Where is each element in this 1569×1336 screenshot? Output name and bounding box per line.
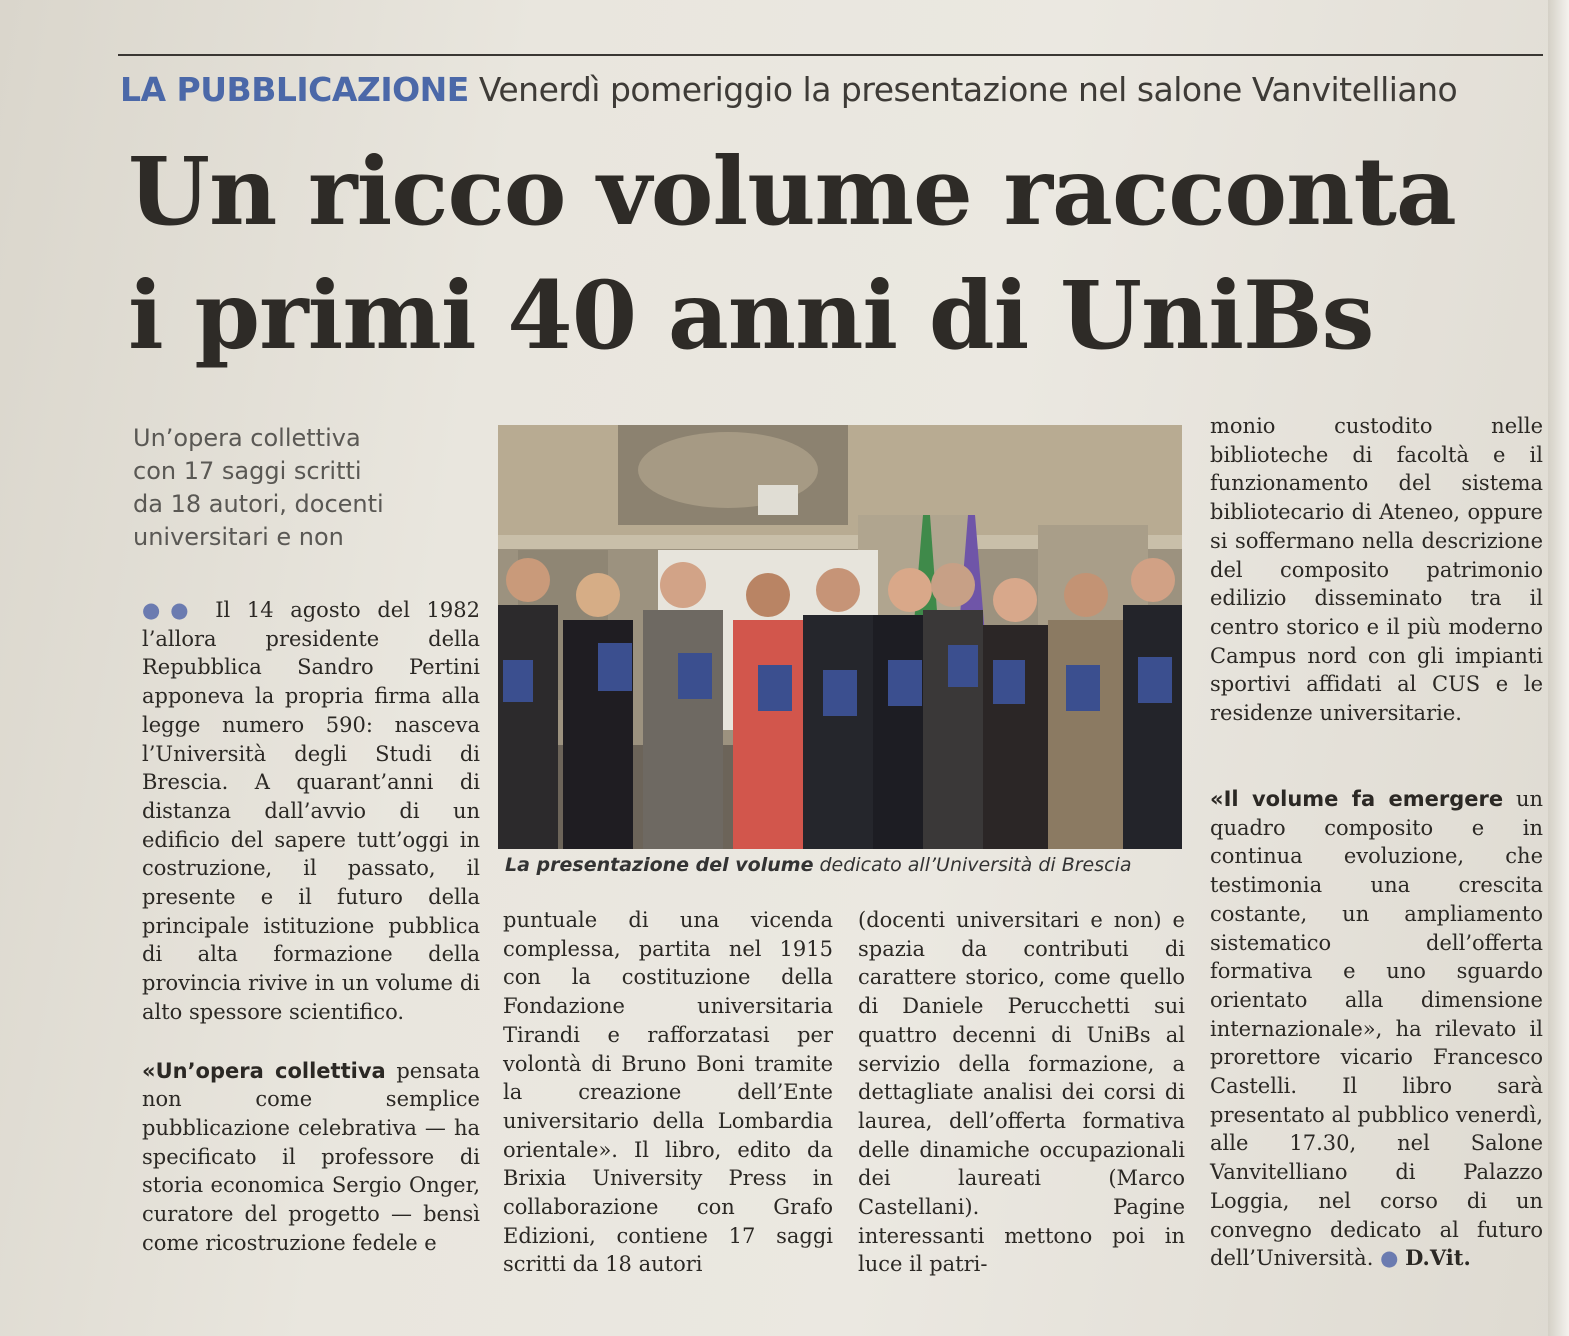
article-column-4-bottom (1210, 785, 1543, 1273)
kicker-text: Venerdì pomeriggio la presentazione nel salone Vanvitelliano (478, 70, 1458, 109)
presentation-photo (498, 425, 1182, 849)
kicker-label: LA PUBBLICAZIONE (120, 70, 469, 109)
paragraph-col4-2: un quadro composito e in continua evoluzione, che testimonia una crescita costante, un ampliamento sistematico dell’offerta formativa e uno sguardo orientato alla dimensione internazionale», ha rilevato il prorettore vicario Francesco Castelli. Il libro sarà presentato al pubblico venerdì, alle 17.30, nel Salone Vanvitelliano di Palazzo Loggia, nel corso di un convegno dedicato al futuro dell’Università. (1210, 787, 1543, 1271)
bullet-icon: ●● (142, 598, 199, 622)
headline (128, 130, 1456, 378)
paragraph-col4-1: monio custodito nelle biblioteche di facoltà e il funzionamento del sistema bibliotecario di Ateneo, oppure si soffermano nella descrizione del composito patrimonio edilizio disseminato tra il centro storico e il più moderno Campus nord con gli impianti sportivi affidati al CUS e le residenze universitarie. (1210, 414, 1543, 726)
caption-text: dedicato all’Università di Brescia (819, 854, 1132, 876)
paragraph-col4-lead: «Il volume fa emergere (1210, 787, 1504, 811)
page-edge (1548, 0, 1569, 1336)
group-photo-illustration (498, 425, 1182, 849)
article-column-3 (858, 906, 1185, 1279)
article-column-1 (142, 596, 480, 1257)
article-column-2 (503, 906, 833, 1279)
summary-line: con 17 saggi scritti (133, 457, 362, 485)
article-column-4-top (1210, 412, 1543, 728)
summary-line: da 18 autori, docenti (133, 490, 384, 518)
headline-line-1: Un ricco volume racconta (128, 137, 1456, 247)
summary (133, 422, 433, 554)
summary-line: Un’opera collettiva (133, 424, 361, 452)
paragraph-2-lead: «Un’opera collettiva (142, 1058, 386, 1083)
paragraph-2: pensata non come semplice pubblicazione celebrativa — ha specificato il professore di storia economica Sergio Onger, curatore del progetto — bensì come ricostruzione fedele e (142, 1058, 480, 1255)
photo-caption (505, 854, 1132, 876)
signature-bullet-icon: ● (1380, 1246, 1399, 1271)
paragraph-col3: (docenti universitari e non) e spazia da contributi di carattere storico, come quello di Daniele Perucchetti sui quattro decenni di UniBs al servizio della formazione, a dettagliate analisi dei corsi di laurea, dell’offerta formativa delle dinamiche occupazionali dei laureati (Marco Castellani). Pagine interessanti mettono poi in luce il patri- (858, 908, 1185, 1277)
summary-line: universitari e non (133, 523, 344, 551)
headline-line-2: i primi 40 anni di UniBs (128, 261, 1374, 371)
paragraph-col2: puntuale di una vicenda complessa, partita nel 1915 con la costituzione della Fondazione universitaria Tirandi e rafforzatasi per volontà di Bruno Boni tramite la creazione dell’Ente universitario della Lombardia orientale». Il libro, edito da Brixia University Press in collaborazione con Grafo Edizioni, contiene 17 saggi scritti da 18 autori (503, 908, 833, 1277)
paragraph-1: Il 14 agosto del 1982 l’allora presidente della Repubblica Sandro Pertini apponeva la propria firma alla legge numero 590: nasceva l’Università degli Studi di Brescia. A quarant’anni di distanza dall’avvio di un edificio del sapere tutt’oggi in costruzione, il passato, il presente e il futuro della principale istituzione pubblica di alta formazione della provincia rivive in un volume di alto spessore scientifico. (142, 598, 480, 1024)
signature: D.Vit. (1405, 1245, 1471, 1271)
kicker (120, 70, 1457, 109)
top-rule (118, 54, 1543, 56)
caption-bold: La presentazione del volume (505, 854, 814, 876)
